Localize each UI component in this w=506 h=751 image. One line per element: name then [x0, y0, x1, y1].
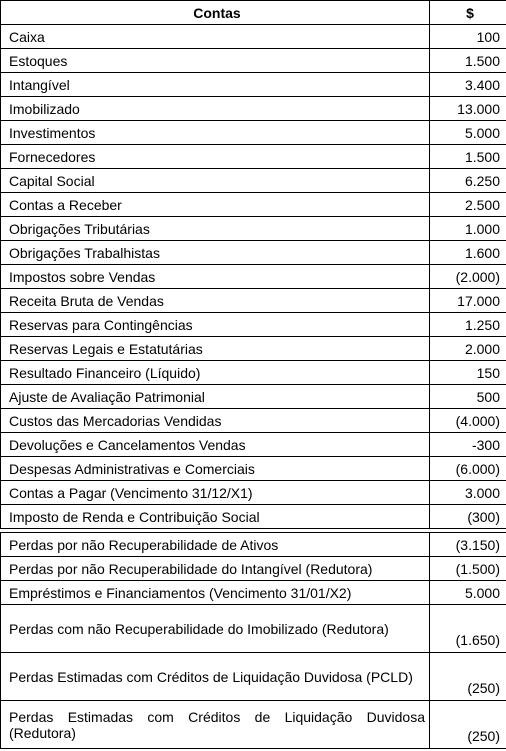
account-name: Estoques: [1, 49, 430, 73]
table-row: [1, 361, 506, 385]
account-name: Reservas para Contingências: [1, 313, 430, 337]
account-name: Contas a Pagar (Vencimento 31/12/X1): [1, 481, 430, 505]
account-name: Custos das Mercadorias Vendidas: [1, 409, 430, 433]
account-value: 100: [430, 25, 506, 49]
table-row: [1, 169, 506, 193]
table-row: [1, 505, 506, 529]
table-row: [1, 481, 506, 505]
account-value: 1.500: [430, 49, 506, 73]
account-name: Perdas com não Recuperabilidade do Imobilizado (Redutora): [1, 605, 430, 653]
table-row: [1, 49, 506, 73]
account-value: (250): [430, 653, 506, 701]
account-name: Imobilizado: [1, 97, 430, 121]
table-row: [1, 217, 506, 241]
account-value: 3.000: [430, 481, 506, 505]
table-row: [1, 653, 506, 701]
account-name: Obrigações Tributárias: [1, 217, 430, 241]
table-row: [1, 97, 506, 121]
account-value: (4.000): [430, 409, 506, 433]
account-name: Perdas Estimadas com Créditos de Liquidação Duvidosa (PCLD): [1, 653, 430, 701]
account-name: Receita Bruta de Vendas: [1, 289, 430, 313]
account-name: Devoluções e Cancelamentos Vendas: [1, 433, 430, 457]
account-name: Perdas por não Recuperabilidade do Intangível (Redutora): [1, 557, 430, 581]
table-row: [1, 433, 506, 457]
account-value: 5.000: [430, 121, 506, 145]
account-name: Perdas Estimadas com Créditos de Liquidação Duvidosa (Redutora): [1, 701, 430, 749]
account-value: -300: [430, 433, 506, 457]
table-row: [1, 337, 506, 361]
account-value: 1.500: [430, 145, 506, 169]
account-value: (250): [430, 701, 506, 749]
account-value: (6.000): [430, 457, 506, 481]
header-amount: $: [430, 1, 506, 25]
account-name: Intangível: [1, 73, 430, 97]
table-row: [1, 581, 506, 605]
table-row: [1, 73, 506, 97]
table-row: [1, 25, 506, 49]
account-value: 150: [430, 361, 506, 385]
table-row: [1, 193, 506, 217]
table-row: [1, 457, 506, 481]
table-row: [1, 701, 506, 749]
account-name: Imposto de Renda e Contribuição Social: [1, 505, 430, 529]
account-value: 500: [430, 385, 506, 409]
account-value: (1.650): [430, 605, 506, 653]
account-name: Despesas Administrativas e Comerciais: [1, 457, 430, 481]
account-value: 17.000: [430, 289, 506, 313]
account-value: 6.250: [430, 169, 506, 193]
account-name: Impostos sobre Vendas: [1, 265, 430, 289]
table-header-row: [1, 1, 506, 25]
account-value: 2.000: [430, 337, 506, 361]
account-name: Empréstimos e Financiamentos (Vencimento 31/01/X2): [1, 581, 430, 605]
account-name: Ajuste de Avaliação Patrimonial: [1, 385, 430, 409]
account-name: Capital Social: [1, 169, 430, 193]
account-value: (300): [430, 505, 506, 529]
table-row: [1, 409, 506, 433]
table-row: [1, 145, 506, 169]
account-value: 1.600: [430, 241, 506, 265]
table-row: [1, 289, 506, 313]
account-name: Perdas por não Recuperabilidade de Ativos: [1, 533, 430, 557]
account-name: Fornecedores: [1, 145, 430, 169]
account-name: Resultado Financeiro (Líquido): [1, 361, 430, 385]
table-row: [1, 313, 506, 337]
table-row: [1, 121, 506, 145]
account-value: (3.150): [430, 533, 506, 557]
account-value: 2.500: [430, 193, 506, 217]
table-row: [1, 241, 506, 265]
account-value: 13.000: [430, 97, 506, 121]
account-name: Caixa: [1, 25, 430, 49]
table-row: [1, 557, 506, 581]
account-value: 1.000: [430, 217, 506, 241]
table-row: [1, 533, 506, 557]
table-row: [1, 265, 506, 289]
account-value: 3.400: [430, 73, 506, 97]
header-account: Contas: [1, 1, 430, 25]
table-row: [1, 385, 506, 409]
account-name: Reservas Legais e Estatutárias: [1, 337, 430, 361]
table-row: [1, 605, 506, 653]
account-value: (2.000): [430, 265, 506, 289]
account-value: (1.500): [430, 557, 506, 581]
account-name: Contas a Receber: [1, 193, 430, 217]
account-name: Obrigações Trabalhistas: [1, 241, 430, 265]
account-value: 1.250: [430, 313, 506, 337]
account-value: 5.000: [430, 581, 506, 605]
account-name: Investimentos: [1, 121, 430, 145]
